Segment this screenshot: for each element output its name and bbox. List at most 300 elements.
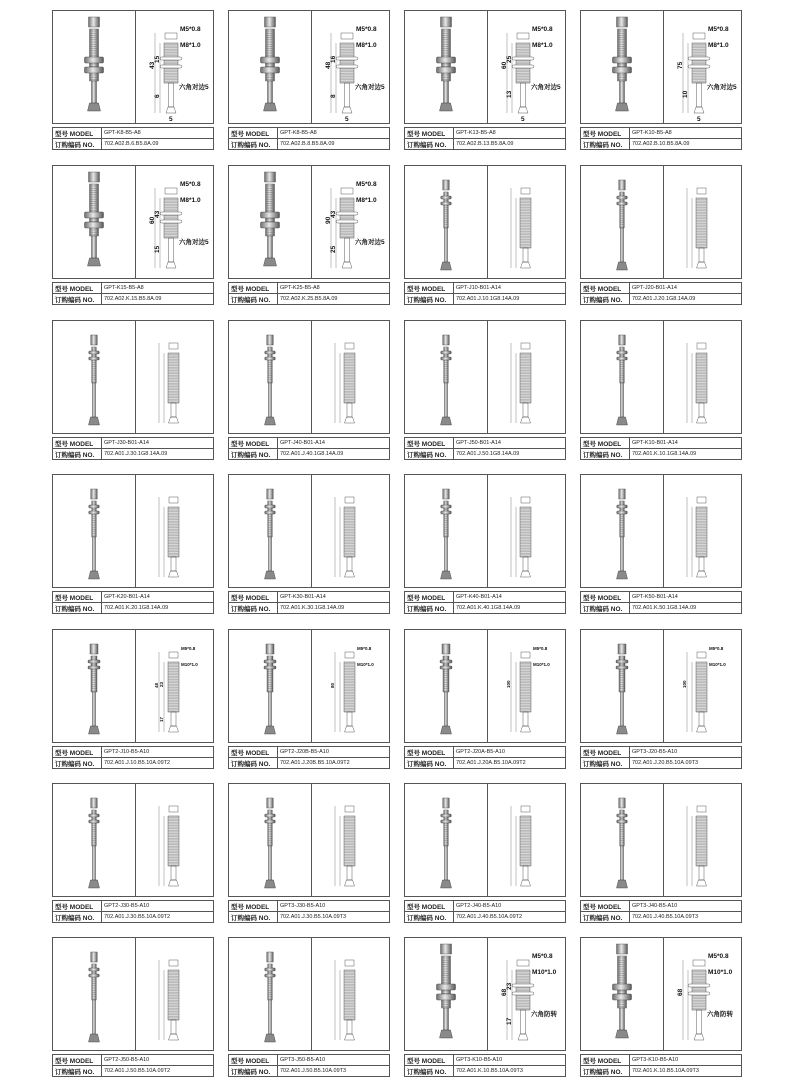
model-label: 型号 MODEL: [405, 128, 454, 139]
thread-mid-label: M8*1.0: [708, 42, 729, 49]
product-illustration: [581, 938, 743, 1052]
thread-top-label: M5*0.8: [180, 181, 201, 188]
product-photo: [617, 489, 628, 579]
product-info-table: [228, 591, 390, 614]
product-illustration: [581, 166, 743, 280]
product-illustration: [53, 475, 215, 589]
technical-drawing: [511, 497, 531, 577]
order-code-value: 702.A02.B.10.B5.8A.09: [630, 139, 742, 150]
product-info-table: [228, 127, 390, 150]
thread-top-label: M5*0.8: [708, 26, 729, 33]
product-photo: [441, 798, 452, 888]
technical-drawing: [335, 343, 355, 423]
order-label: 订购编码 NO.: [53, 294, 102, 305]
model-value: GPT-J40-B01-A14: [278, 438, 390, 449]
model-label: 型号 MODEL: [229, 1055, 278, 1066]
product-image-frame: [580, 320, 742, 434]
order-code-value: 702.A02.B.8.B5.8A.09: [278, 139, 390, 150]
product-photo: [88, 644, 100, 734]
dim-total-label: 80: [330, 682, 335, 688]
product-photo: [265, 952, 276, 1042]
order-label: 订购编码 NO.: [229, 912, 278, 923]
dim-mid-label: 43: [154, 210, 161, 218]
technical-drawing: [159, 343, 179, 423]
order-label: 订购编码 NO.: [405, 603, 454, 614]
model-label: 型号 MODEL: [405, 747, 454, 758]
thread-mid-label: M10*1.0: [533, 662, 550, 667]
order-code-value: 702.A01.J.50.1G8.14A.09: [454, 449, 566, 460]
model-label: 型号 MODEL: [229, 747, 278, 758]
product-image-frame: [228, 165, 390, 279]
product-info-table: [52, 746, 214, 769]
model-value: GPT-K40-B01-A14: [454, 592, 566, 603]
model-value: GPT3-J30-B5-A10: [278, 901, 390, 912]
order-code-value: 702.A02.K.15.B5.8A.09: [102, 294, 214, 305]
dim-width-label: 5: [697, 116, 701, 123]
thread-mid-label: M10*1.0: [181, 662, 198, 667]
hex-note-label: 六角对边5: [531, 84, 561, 91]
model-value: GPT3-J20-B5-A10: [630, 747, 742, 758]
hex-note-label: 六角对边5: [707, 84, 737, 91]
technical-drawing: [330, 646, 374, 732]
model-label: 型号 MODEL: [53, 592, 102, 603]
dim-mid-label: 43: [330, 210, 337, 218]
product-photo: [264, 644, 276, 734]
thread-top-label: M5*0.8: [356, 26, 377, 33]
product-image-frame: [580, 783, 742, 897]
model-value: GPT-K15-B5-A8: [102, 283, 214, 294]
order-label: 订购编码 NO.: [581, 294, 630, 305]
dim-mid-label: 23: [506, 982, 513, 990]
dim-low-label: 8: [330, 94, 337, 98]
order-code-value: 702.A01.J.20B.B5.10A.09T2: [278, 758, 390, 769]
technical-drawing: [511, 188, 531, 268]
product-illustration: [53, 784, 215, 898]
technical-drawing: [159, 960, 179, 1040]
product-illustration: [229, 630, 391, 744]
order-code-value: 702.A02.B.13.B5.8A.09: [454, 139, 566, 150]
product-image-frame: [580, 629, 742, 743]
dim-total-label: 100: [682, 680, 687, 688]
product-illustration: [53, 166, 215, 280]
product-photo: [89, 952, 100, 1042]
order-code-value: 702.A01.K.10.B5.10A.09T3: [630, 1066, 742, 1077]
model-value: GPT2-J20A-B5-A10: [454, 747, 566, 758]
product-image-frame: [52, 474, 214, 588]
model-value: GPT2-J20B-B5-A10: [278, 747, 390, 758]
dim-low-label: 13: [506, 90, 513, 98]
thread-mid-label: M8*1.0: [356, 197, 377, 204]
product-photo: [617, 180, 628, 270]
product-info-table: [580, 1054, 742, 1077]
model-value: GPT-J50-B01-A14: [454, 438, 566, 449]
dim-mid-label: 15: [154, 55, 161, 63]
product-image-frame: [404, 783, 566, 897]
order-label: 订购编码 NO.: [405, 139, 454, 150]
hex-note-label: 六角对边5: [355, 84, 385, 91]
product-image-frame: [228, 10, 390, 124]
model-value: GPT-K8-B5-A8: [102, 128, 214, 139]
order-label: 订购编码 NO.: [229, 603, 278, 614]
order-code-value: 702.A01.K.50.1G8.14A.09: [630, 603, 742, 614]
model-label: 型号 MODEL: [229, 592, 278, 603]
order-code-value: 702.A01.J.30.1G8.14A.09: [102, 449, 214, 460]
thread-mid-label: M8*1.0: [180, 197, 201, 204]
product-info-table: [228, 1054, 390, 1077]
order-label: 订购编码 NO.: [229, 294, 278, 305]
technical-drawing: [677, 26, 737, 123]
product-photo: [265, 489, 276, 579]
product-info-table: [404, 282, 566, 305]
model-label: 型号 MODEL: [53, 283, 102, 294]
order-label: 订购编码 NO.: [405, 912, 454, 923]
product-illustration: [53, 321, 215, 435]
order-code-value: 702.A01.J.40.B5.10A.09T3: [630, 912, 742, 923]
thread-top-label: M5*0.8: [533, 646, 548, 651]
product-info-table: [404, 746, 566, 769]
model-value: GPT3-J50-B5-A10: [278, 1055, 390, 1066]
product-photo: [613, 944, 632, 1038]
dim-width-label: 5: [169, 116, 173, 123]
model-label: 型号 MODEL: [405, 1055, 454, 1066]
product-image-frame: [404, 165, 566, 279]
product-image-frame: [52, 165, 214, 279]
order-code-value: 702.A01.K.10.1G8.14A.09: [630, 449, 742, 460]
model-label: 型号 MODEL: [581, 1055, 630, 1066]
product-image-frame: [228, 629, 390, 743]
product-image-frame: [228, 937, 390, 1051]
model-value: GPT2-J50-B5-A10: [102, 1055, 214, 1066]
order-label: 订购编码 NO.: [581, 603, 630, 614]
product-info-table: [52, 1054, 214, 1077]
hex-note-label: 六角对边5: [179, 239, 209, 246]
dim-low-label: 15: [154, 245, 161, 253]
product-photo: [437, 17, 456, 111]
product-photo: [85, 172, 104, 266]
order-label: 订购编码 NO.: [405, 294, 454, 305]
product-info-table: [580, 437, 742, 460]
product-info-table: [52, 282, 214, 305]
technical-drawing: [687, 188, 707, 268]
product-photo: [613, 17, 632, 111]
order-label: 订购编码 NO.: [53, 449, 102, 460]
product-illustration: [405, 475, 567, 589]
product-info-table: [228, 900, 390, 923]
order-code-value: 702.A01.J.30.B5.10A.09T3: [278, 912, 390, 923]
product-image-frame: [228, 320, 390, 434]
product-info-table: [52, 127, 214, 150]
order-code-value: 702.A01.K.20.1G8.14A.09: [102, 603, 214, 614]
model-label: 型号 MODEL: [581, 283, 630, 294]
product-info-table: [52, 437, 214, 460]
order-code-value: 702.A01.J.50.B5.10A.09T2: [102, 1066, 214, 1077]
product-photo: [85, 17, 104, 111]
product-image-frame: [52, 783, 214, 897]
model-label: 型号 MODEL: [53, 901, 102, 912]
product-illustration: [405, 784, 567, 898]
product-photo: [441, 335, 452, 425]
thread-mid-label: M8*1.0: [180, 42, 201, 49]
order-code-value: 702.A01.J.50.B5.10A.09T3: [278, 1066, 390, 1077]
dim-total-label: 43: [149, 61, 156, 69]
model-value: GPT-J10-B01-A14: [454, 283, 566, 294]
model-label: 型号 MODEL: [229, 901, 278, 912]
product-image-frame: [580, 937, 742, 1051]
product-illustration: [581, 321, 743, 435]
technical-drawing: [687, 343, 707, 423]
thread-mid-label: M10*1.0: [709, 662, 726, 667]
order-code-value: 702.A02.K.25.B5.8A.09: [278, 294, 390, 305]
order-label: 订购编码 NO.: [229, 449, 278, 460]
product-image-frame: [52, 629, 214, 743]
model-label: 型号 MODEL: [229, 438, 278, 449]
product-illustration: [405, 11, 567, 125]
order-code-value: 702.A01.J.30.B5.10A.09T2: [102, 912, 214, 923]
product-photo: [441, 489, 452, 579]
model-value: GPT3-J40-B5-A10: [630, 901, 742, 912]
product-image-frame: [404, 320, 566, 434]
product-image-frame: [404, 937, 566, 1051]
product-image-frame: [580, 474, 742, 588]
product-illustration: [405, 321, 567, 435]
product-photo: [89, 798, 100, 888]
model-label: 型号 MODEL: [581, 128, 630, 139]
product-info-table: [228, 437, 390, 460]
product-info-table: [228, 282, 390, 305]
model-value: GPT-K20-B01-A14: [102, 592, 214, 603]
technical-drawing: [149, 181, 209, 268]
thread-top-label: M5*0.8: [357, 646, 372, 651]
model-value: GPT-J30-B01-A14: [102, 438, 214, 449]
dim-mid-label: 23: [159, 681, 164, 687]
thread-mid-label: M10*1.0: [532, 969, 557, 976]
product-photo: [440, 644, 452, 734]
product-image-frame: [404, 474, 566, 588]
thread-top-label: M5*0.8: [709, 646, 724, 651]
thread-mid-label: M8*1.0: [356, 42, 377, 49]
thread-top-label: M5*0.8: [180, 26, 201, 33]
dim-total-label: 60: [149, 216, 156, 224]
model-value: GPT-K25-B5-A8: [278, 283, 390, 294]
order-label: 订购编码 NO.: [581, 449, 630, 460]
order-code-value: 702.A01.K.10.B5.10A.09T3: [454, 1066, 566, 1077]
product-illustration: [229, 938, 391, 1052]
order-code-value: 702.A01.J.10.1G8.14A.09: [454, 294, 566, 305]
model-label: 型号 MODEL: [53, 128, 102, 139]
product-photo: [89, 489, 100, 579]
order-code-value: 702.A01.K.30.1G8.14A.09: [278, 603, 390, 614]
technical-drawing: [325, 181, 385, 268]
order-code-value: 702.A01.J.20.1G8.14A.09: [630, 294, 742, 305]
dim-width-label: 5: [521, 116, 525, 123]
product-image-frame: [228, 783, 390, 897]
product-photo: [617, 335, 628, 425]
product-photo: [617, 798, 628, 888]
dim-mid-label: 25: [506, 55, 513, 63]
technical-drawing: [501, 953, 558, 1040]
hex-note-label: 六角防转: [707, 1011, 733, 1018]
technical-drawing: [159, 497, 179, 577]
model-value: GPT-K8-B5-A8: [278, 128, 390, 139]
model-label: 型号 MODEL: [405, 438, 454, 449]
technical-drawing: [159, 806, 179, 886]
model-value: GPT-J20-B01-A14: [630, 283, 742, 294]
hex-note-label: 六角对边5: [179, 84, 209, 91]
technical-drawing: [687, 497, 707, 577]
hex-note-label: 六角防转: [531, 1011, 557, 1018]
product-illustration: [229, 784, 391, 898]
technical-drawing: [501, 26, 561, 123]
product-info-table: [580, 127, 742, 150]
dim-total-label: 48: [325, 61, 332, 69]
thread-top-label: M5*0.8: [532, 953, 553, 960]
dim-total-label: 100: [506, 680, 511, 688]
product-illustration: [405, 938, 567, 1052]
product-info-table: [580, 900, 742, 923]
technical-drawing: [154, 646, 198, 732]
product-illustration: [581, 630, 743, 744]
dim-total-label: 90: [325, 216, 332, 224]
model-label: 型号 MODEL: [581, 901, 630, 912]
product-info-table: [52, 591, 214, 614]
technical-drawing: [511, 343, 531, 423]
order-label: 订购编码 NO.: [53, 912, 102, 923]
order-code-value: 702.A01.K.40.1G8.14A.09: [454, 603, 566, 614]
product-illustration: [405, 630, 567, 744]
dim-total-label: 48: [154, 682, 159, 688]
order-label: 订购编码 NO.: [53, 603, 102, 614]
product-photo: [437, 944, 456, 1038]
product-image-frame: [404, 629, 566, 743]
technical-drawing: [677, 953, 734, 1040]
technical-drawing: [335, 497, 355, 577]
thread-mid-label: M8*1.0: [532, 42, 553, 49]
product-image-frame: [52, 10, 214, 124]
dim-low-label: 17: [159, 716, 164, 722]
product-image-frame: [404, 10, 566, 124]
product-photo: [441, 180, 452, 270]
thread-top-label: M5*0.8: [356, 181, 377, 188]
model-value: GPT-K10-B01-A14: [630, 438, 742, 449]
order-code-value: 702.A01.J.20A.B5.10A.09T2: [454, 758, 566, 769]
model-value: GPT-K13-B5-A8: [454, 128, 566, 139]
product-info-table: [228, 746, 390, 769]
order-label: 订购编码 NO.: [229, 139, 278, 150]
product-illustration: [53, 938, 215, 1052]
product-illustration: [581, 11, 743, 125]
order-label: 订购编码 NO.: [229, 758, 278, 769]
technical-drawing: [335, 806, 355, 886]
product-info-table: [404, 437, 566, 460]
model-label: 型号 MODEL: [53, 438, 102, 449]
product-illustration: [229, 475, 391, 589]
thread-mid-label: M10*1.0: [708, 969, 733, 976]
technical-drawing: [506, 646, 550, 732]
order-code-value: 702.A01.J.10.B5.10A.09T2: [102, 758, 214, 769]
model-value: GPT-K30-B01-A14: [278, 592, 390, 603]
order-label: 订购编码 NO.: [53, 1066, 102, 1077]
model-value: GPT2-J10-B5-A10: [102, 747, 214, 758]
product-image-frame: [580, 10, 742, 124]
product-image-frame: [52, 320, 214, 434]
order-label: 订购编码 NO.: [581, 1066, 630, 1077]
technical-drawing: [511, 806, 531, 886]
order-label: 订购编码 NO.: [405, 1066, 454, 1077]
product-info-table: [580, 282, 742, 305]
dim-total-label: 75: [677, 61, 684, 69]
order-label: 订购编码 NO.: [405, 449, 454, 460]
model-label: 型号 MODEL: [53, 747, 102, 758]
product-illustration: [53, 11, 215, 125]
dim-total-label: 68: [501, 988, 508, 996]
model-value: GPT-K10-B5-A8: [630, 128, 742, 139]
product-illustration: [581, 475, 743, 589]
thread-top-label: M5*0.8: [708, 953, 729, 960]
thread-top-label: M5*0.8: [532, 26, 553, 33]
product-info-table: [404, 900, 566, 923]
product-photo: [261, 17, 280, 111]
thread-top-label: M5*0.8: [181, 646, 196, 651]
product-info-table: [580, 746, 742, 769]
model-label: 型号 MODEL: [229, 128, 278, 139]
model-label: 型号 MODEL: [229, 283, 278, 294]
product-photo: [89, 335, 100, 425]
model-label: 型号 MODEL: [53, 1055, 102, 1066]
order-label: 订购编码 NO.: [53, 139, 102, 150]
dim-low-label: 10: [682, 90, 689, 98]
dim-mid-label: 16: [330, 55, 337, 63]
order-code-value: 702.A01.J.40.1G8.14A.09: [278, 449, 390, 460]
product-info-table: [52, 900, 214, 923]
order-code-value: 702.A01.J.20.B5.10A.09T3: [630, 758, 742, 769]
product-image-frame: [228, 474, 390, 588]
order-code-value: 702.A01.J.40.B5.10A.09T2: [454, 912, 566, 923]
product-illustration: [229, 166, 391, 280]
technical-drawing: [325, 26, 385, 123]
order-label: 订购编码 NO.: [581, 912, 630, 923]
model-label: 型号 MODEL: [581, 592, 630, 603]
hex-note-label: 六角对边5: [355, 239, 385, 246]
dim-total-label: 68: [677, 988, 684, 996]
product-photo: [265, 798, 276, 888]
order-label: 订购编码 NO.: [581, 139, 630, 150]
product-illustration: [229, 321, 391, 435]
product-illustration: [53, 630, 215, 744]
order-label: 订购编码 NO.: [581, 758, 630, 769]
order-label: 订购编码 NO.: [229, 1066, 278, 1077]
dim-low-label: 17: [506, 1017, 513, 1025]
product-photo: [616, 644, 628, 734]
product-info-table: [404, 591, 566, 614]
model-value: GPT3-K10-B5-A10: [630, 1055, 742, 1066]
product-image-frame: [52, 937, 214, 1051]
product-illustration: [581, 784, 743, 898]
model-label: 型号 MODEL: [581, 747, 630, 758]
model-value: GPT3-K10-B5-A10: [454, 1055, 566, 1066]
model-value: GPT2-J40-B5-A10: [454, 901, 566, 912]
order-code-value: 702.A02.B.6.B5.8A.09: [102, 139, 214, 150]
product-image-frame: [580, 165, 742, 279]
technical-drawing: [682, 646, 726, 732]
model-label: 型号 MODEL: [405, 592, 454, 603]
order-label: 订购编码 NO.: [53, 758, 102, 769]
product-photo: [265, 335, 276, 425]
dim-total-label: 60: [501, 61, 508, 69]
model-label: 型号 MODEL: [581, 438, 630, 449]
dim-low-label: 6: [154, 94, 161, 98]
product-photo: [261, 172, 280, 266]
product-illustration: [405, 166, 567, 280]
